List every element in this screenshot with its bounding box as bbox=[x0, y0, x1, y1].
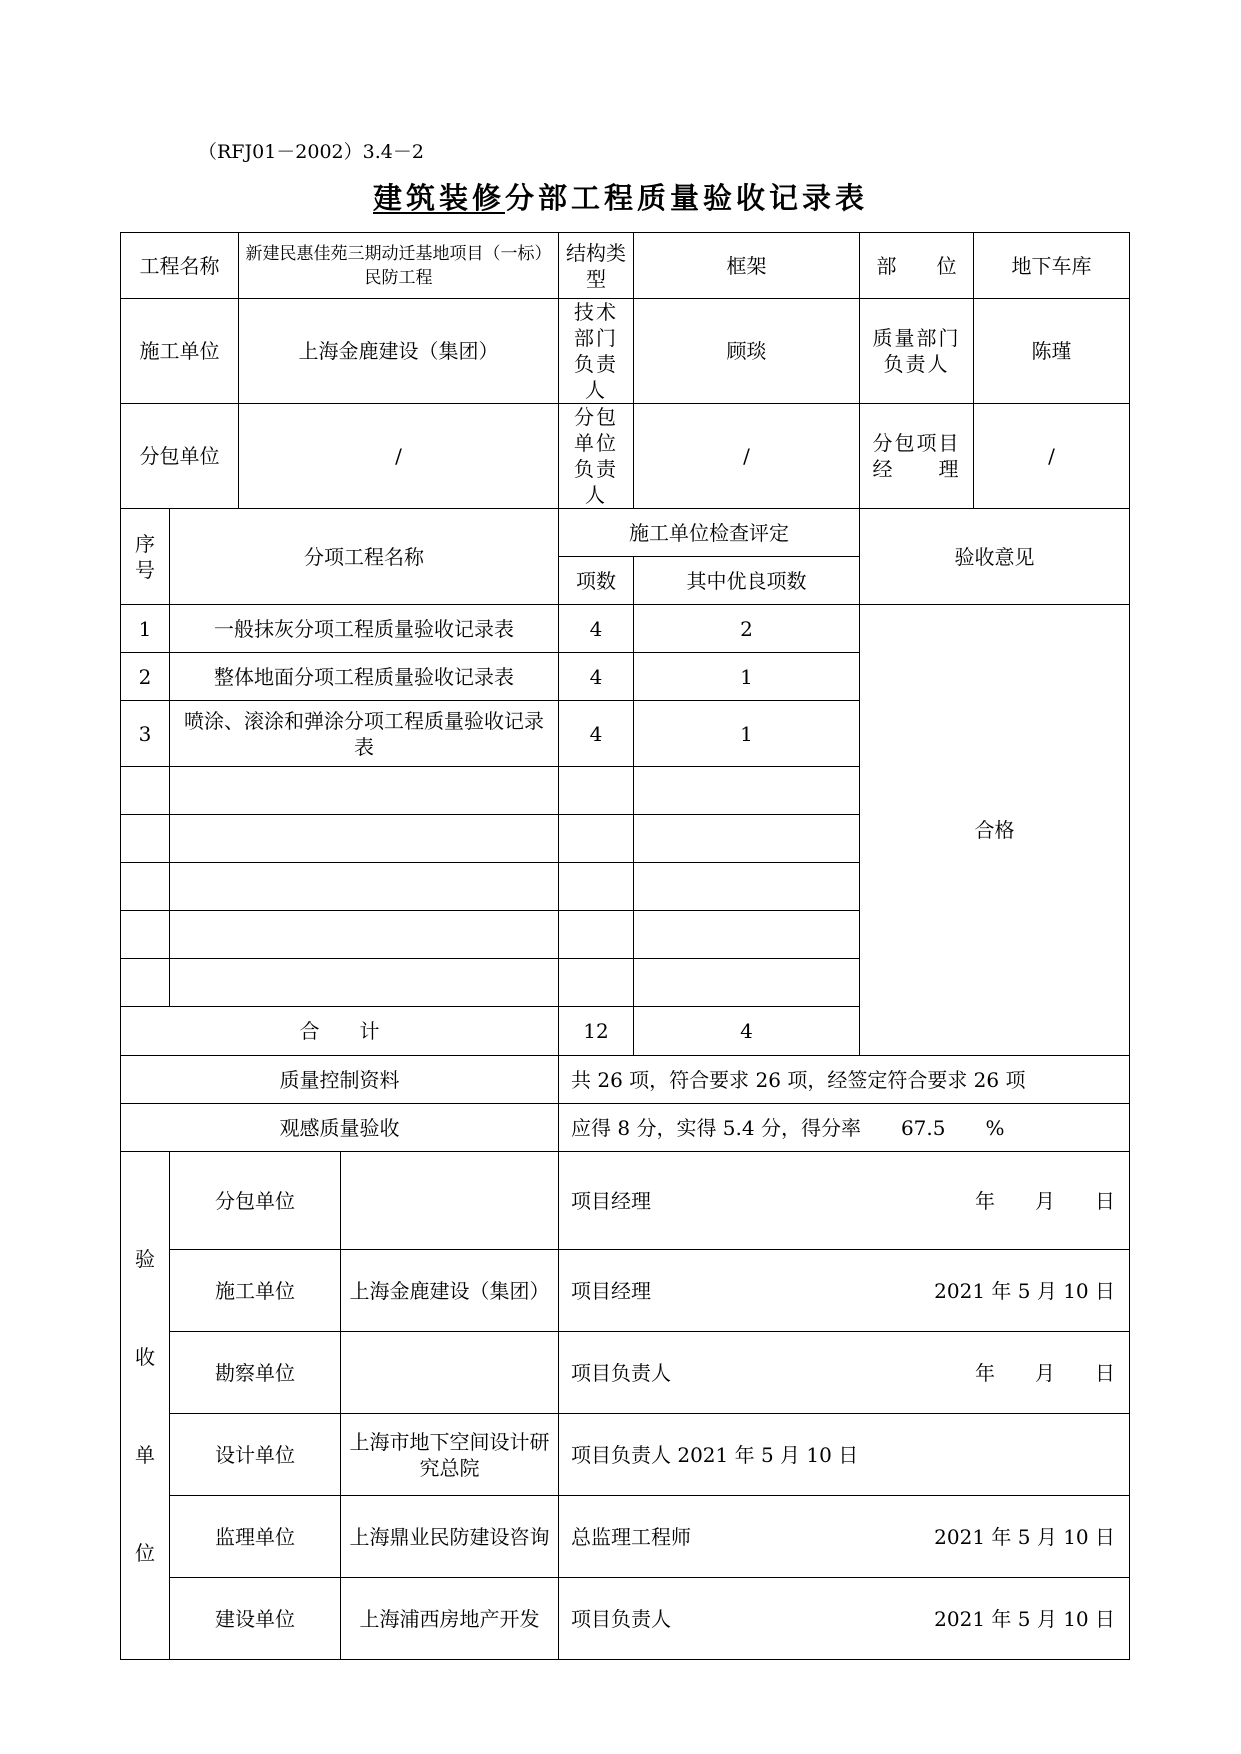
acceptance-record-table bbox=[120, 232, 1130, 1660]
sub-head-label: 分包单位负责人 bbox=[559, 404, 634, 509]
count-header: 项数 bbox=[559, 557, 634, 605]
item-seq bbox=[121, 959, 170, 1007]
item-count bbox=[559, 863, 634, 911]
project-name-label: 工程名称 bbox=[121, 233, 239, 299]
quality-control-row bbox=[121, 1056, 1130, 1104]
item-name bbox=[170, 911, 559, 959]
location-value: 地下车库 bbox=[974, 233, 1130, 299]
item-count bbox=[559, 815, 634, 863]
item-name: 整体地面分项工程质量验收记录表 bbox=[170, 653, 559, 701]
unit-label-cell bbox=[170, 1332, 559, 1414]
sign-date: 2021 年 5 月 10 日 bbox=[934, 1606, 1115, 1631]
acceptance-row bbox=[121, 1496, 1130, 1578]
contractor-value: 上海金鹿建设（集团） bbox=[239, 299, 559, 404]
tech-head-label: 技术部门负责人 bbox=[559, 299, 634, 404]
subcontractor-row bbox=[121, 404, 1130, 509]
signer-role: 项目经理 bbox=[571, 1278, 651, 1303]
subcontractor-value: / bbox=[239, 404, 559, 509]
item-excellent bbox=[634, 767, 860, 815]
table-row bbox=[121, 605, 1130, 653]
signature-cell bbox=[559, 1578, 1130, 1660]
sub-pm-label: 分包项目经 理 bbox=[860, 404, 974, 509]
side-char: 验 bbox=[135, 1246, 155, 1271]
excellent-header: 其中优良项数 bbox=[634, 557, 860, 605]
item-excellent bbox=[634, 815, 860, 863]
item-name bbox=[170, 863, 559, 911]
signature-cell bbox=[559, 1250, 1130, 1332]
unit-value bbox=[341, 1152, 558, 1249]
signer-role: 总监理工程师 bbox=[571, 1524, 691, 1549]
unit-value: 上海鼎业民防建设咨询 bbox=[349, 1524, 550, 1549]
unit-label: 建设单位 bbox=[170, 1578, 341, 1659]
unit-label-cell bbox=[170, 1414, 559, 1496]
acceptance-row bbox=[121, 1414, 1130, 1496]
item-name: 喷涂、滚涂和弹涂分项工程质量验收记录表 bbox=[170, 701, 559, 767]
unit-label: 设计单位 bbox=[170, 1414, 341, 1495]
item-excellent bbox=[634, 959, 860, 1007]
acceptance-row bbox=[121, 1250, 1130, 1332]
item-name-header: 分项工程名称 bbox=[170, 509, 559, 605]
title-rest: 分部工程质量验收记录表 bbox=[505, 181, 869, 215]
location-label: 部 位 bbox=[860, 233, 974, 299]
perception-label: 观感质量验收 bbox=[121, 1104, 559, 1152]
side-char: 位 bbox=[135, 1540, 155, 1565]
signer-role: 项目负责人 bbox=[571, 1606, 671, 1631]
unit-label: 施工单位 bbox=[170, 1250, 341, 1331]
item-name bbox=[170, 767, 559, 815]
item-name: 一般抹灰分项工程质量验收记录表 bbox=[170, 605, 559, 653]
signer-role: 项目经理 bbox=[571, 1188, 651, 1213]
item-count: 4 bbox=[559, 605, 634, 653]
structure-type-value: 框架 bbox=[634, 233, 860, 299]
signer-role: 项目负责人 bbox=[571, 1360, 671, 1385]
contractor-row bbox=[121, 299, 1130, 404]
acceptance-row bbox=[121, 1152, 1130, 1250]
item-excellent bbox=[634, 911, 860, 959]
item-excellent bbox=[634, 863, 860, 911]
item-excellent: 1 bbox=[634, 653, 860, 701]
perception-value: 应得 8 分，实得 5.4 分，得分率 67.5 % bbox=[559, 1104, 1130, 1152]
unit-value: 上海市地下空间设计研究总院 bbox=[349, 1429, 550, 1480]
acceptance-row bbox=[121, 1578, 1130, 1660]
quality-head-value: 陈瑾 bbox=[974, 299, 1130, 404]
opinion-value: 合格 bbox=[860, 605, 1130, 1056]
seq-header: 序号 bbox=[121, 509, 170, 605]
unit-label: 监理单位 bbox=[170, 1496, 341, 1577]
signature-cell bbox=[559, 1414, 1130, 1496]
sign-date: 2021 年 5 月 10 日 bbox=[934, 1278, 1115, 1303]
quality-head-label: 质量部门负责人 bbox=[860, 299, 974, 404]
item-seq bbox=[121, 815, 170, 863]
unit-value: 上海金鹿建设（集团） bbox=[349, 1278, 550, 1303]
item-seq bbox=[121, 767, 170, 815]
signer-role: 项目负责人 2021 年 5 月 10 日 bbox=[571, 1442, 859, 1467]
sign-date: 2021 年 5 月 10 日 bbox=[934, 1524, 1115, 1549]
contractor-label: 施工单位 bbox=[121, 299, 239, 404]
total-count: 12 bbox=[559, 1007, 634, 1056]
acceptance-row bbox=[121, 1332, 1130, 1414]
item-seq bbox=[121, 911, 170, 959]
items-header-row bbox=[121, 509, 1130, 557]
item-count: 4 bbox=[559, 701, 634, 767]
sub-head-value: / bbox=[634, 404, 860, 509]
sign-date: 年 月 日 bbox=[975, 1188, 1115, 1213]
item-seq: 1 bbox=[121, 605, 170, 653]
page-title bbox=[0, 176, 1241, 217]
quality-control-value: 共 26 项，符合要求 26 项，经签定符合要求 26 项 bbox=[559, 1056, 1130, 1104]
inspection-group-header: 施工单位检查评定 bbox=[559, 509, 860, 557]
quality-control-label: 质量控制资料 bbox=[121, 1056, 559, 1104]
item-excellent: 1 bbox=[634, 701, 860, 767]
side-char: 收 bbox=[135, 1344, 155, 1369]
project-name-row bbox=[121, 233, 1130, 299]
unit-label-cell bbox=[170, 1578, 559, 1660]
unit-value bbox=[341, 1332, 558, 1413]
unit-value: 上海浦西房地产开发 bbox=[359, 1606, 540, 1631]
total-excellent: 4 bbox=[634, 1007, 860, 1056]
form-code: （RFJ01－2002）3.4－2 bbox=[198, 141, 424, 163]
subcontractor-label: 分包单位 bbox=[121, 404, 239, 509]
item-name bbox=[170, 815, 559, 863]
item-count bbox=[559, 911, 634, 959]
project-name-value: 新建民惠佳苑三期动迁基地项目（一标）民防工程 bbox=[239, 233, 559, 299]
item-seq: 2 bbox=[121, 653, 170, 701]
side-char: 单 bbox=[135, 1442, 155, 1467]
item-excellent: 2 bbox=[634, 605, 860, 653]
item-seq bbox=[121, 863, 170, 911]
tech-head-value: 顾琰 bbox=[634, 299, 860, 404]
sign-date: 年 月 日 bbox=[975, 1360, 1115, 1385]
item-name bbox=[170, 959, 559, 1007]
unit-label-cell bbox=[170, 1496, 559, 1578]
item-count bbox=[559, 767, 634, 815]
structure-type-label: 结构类型 bbox=[559, 233, 634, 299]
signature-cell bbox=[559, 1496, 1130, 1578]
signature-cell bbox=[559, 1332, 1130, 1414]
unit-label-cell bbox=[170, 1250, 559, 1332]
opinion-header: 验收意见 bbox=[860, 509, 1130, 605]
item-count bbox=[559, 959, 634, 1007]
unit-label: 勘察单位 bbox=[170, 1332, 341, 1413]
sub-pm-value: / bbox=[974, 404, 1130, 509]
signature-cell bbox=[559, 1152, 1130, 1250]
item-count: 4 bbox=[559, 653, 634, 701]
title-underlined: 建筑装修 bbox=[372, 181, 505, 215]
item-seq: 3 bbox=[121, 701, 170, 767]
acceptance-side-label bbox=[121, 1152, 170, 1660]
perception-row bbox=[121, 1104, 1130, 1152]
total-label: 合 计 bbox=[121, 1007, 559, 1056]
unit-label-cell bbox=[170, 1152, 559, 1250]
unit-label: 分包单位 bbox=[170, 1152, 341, 1249]
